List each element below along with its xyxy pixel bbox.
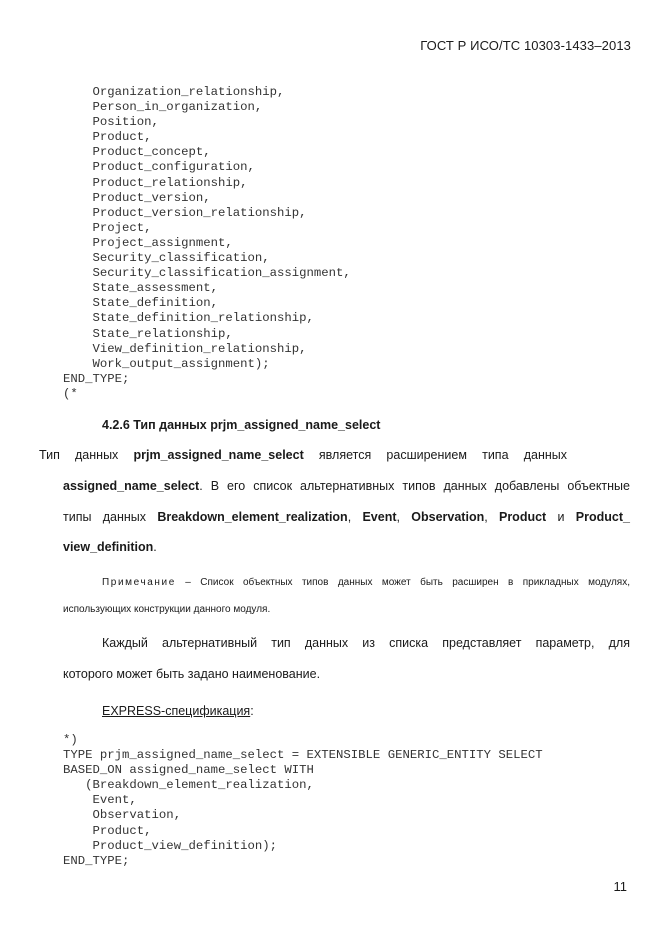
text-run: Тип данных: [39, 448, 134, 462]
text-run: :: [250, 704, 254, 718]
type-name: prjm_assigned_name_select: [133, 448, 304, 462]
type-name: Product: [498, 510, 547, 524]
text-run: .: [153, 540, 157, 554]
code-line: (Breakdown_element_realization,: [63, 778, 314, 793]
code-block-express: [63, 733, 543, 869]
code-line: Product_relationship,: [63, 175, 248, 190]
code-line: Organization_relationship,: [63, 85, 285, 99]
code-line: Event,: [63, 793, 137, 808]
code-line: Product_concept,: [63, 145, 211, 160]
code-line: State_definition,: [63, 296, 218, 311]
standard-header: ГОСТ Р ИСО/ТС 10303-1433–2013: [420, 38, 631, 53]
code-line: BASED_ON assigned_name_select WITH: [63, 763, 314, 778]
text-run: и: [546, 510, 576, 524]
code-line: Product_version_relationship,: [63, 205, 307, 220]
express-spec-label: [102, 704, 254, 718]
code-line: Product_version,: [63, 190, 211, 205]
code-line: (*: [63, 386, 78, 401]
text-run: ,: [484, 510, 499, 524]
code-line: Product,: [63, 130, 152, 145]
code-block-select-list: [63, 85, 351, 402]
code-line: END_TYPE;: [63, 371, 130, 386]
code-line: Product_view_definition);: [63, 838, 278, 853]
code-line: Work_output_assignment);: [63, 356, 270, 371]
type-name: Breakdown_element_realization: [157, 510, 348, 524]
code-line: Person_in_organization,: [63, 100, 263, 115]
code-line: Product,: [63, 823, 152, 838]
code-line: View_definition_relationship,: [63, 341, 307, 356]
text-run: . В его список альтернативных типов данных добавлены объектные: [199, 479, 630, 493]
paragraph-line: [39, 448, 567, 462]
code-line: Observation,: [63, 808, 182, 823]
text-run: ,: [396, 510, 412, 524]
paragraph-line: Каждый альтернативный тип данных из списка представляет параметр, для: [102, 636, 630, 650]
paragraph-line: [63, 479, 630, 493]
text-run: Список объектных типов данных может быть расширен в прикладных модулях,: [200, 577, 630, 588]
type-name: assigned_name_select: [63, 479, 200, 493]
note-line: [102, 577, 630, 588]
code-line: Project_assignment,: [63, 235, 233, 250]
note-label: Примечание: [102, 577, 176, 588]
code-line: Security_classification,: [63, 251, 270, 266]
text-run: ,: [347, 510, 363, 524]
code-line: State_assessment,: [63, 281, 218, 296]
paragraph-line: которого может быть задано наименование.: [63, 667, 321, 681]
code-line: *): [63, 733, 78, 747]
code-line: END_TYPE;: [63, 853, 130, 868]
code-line: Project,: [63, 220, 152, 235]
code-line: Product_configuration,: [63, 160, 255, 175]
text-run: –: [175, 577, 201, 588]
type-name: Event: [362, 510, 397, 524]
text-run: типы данных: [63, 510, 158, 524]
note-line: использующих конструкции данного модуля.: [63, 604, 271, 615]
code-line: State_relationship,: [63, 326, 233, 341]
paragraph-line: [63, 540, 157, 554]
type-name: Observation: [411, 510, 485, 524]
text-run: EXPRESS-спецификация: [102, 704, 251, 718]
section-heading: 4.2.6 Тип данных prjm_assigned_name_select: [102, 418, 381, 432]
type-name: view_definition: [63, 540, 154, 554]
code-line: State_definition_relationship,: [63, 311, 314, 326]
code-line: Security_classification_assignment,: [63, 266, 351, 281]
code-line: Position,: [63, 115, 159, 130]
paragraph-line: [63, 510, 630, 524]
type-name: Product_: [575, 510, 630, 524]
text-run: является расширением типа данных: [303, 448, 567, 462]
page-number: 11: [613, 879, 627, 894]
code-line: TYPE prjm_assigned_name_select = EXTENSIBLE GENERIC_ENTITY SELECT: [63, 748, 543, 763]
